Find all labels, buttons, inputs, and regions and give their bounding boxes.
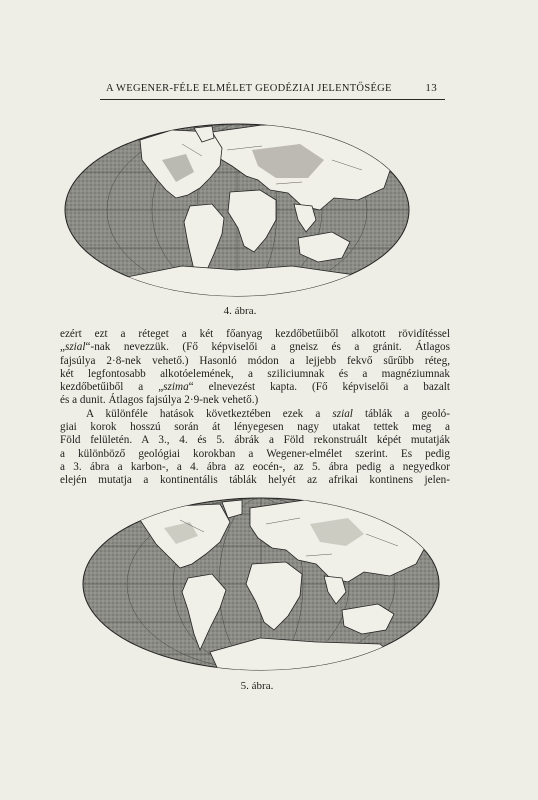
text-line: kezdőbetűiből a „szima“ elnevezést kapta. (Fő képviselői a bazalt	[60, 381, 450, 394]
body-text	[60, 328, 450, 488]
text-line: elején mutatja a kontinentális táblák helyét az afrikai kontinens jelen-	[60, 474, 450, 487]
figure-4-caption: 4. ábra.	[223, 305, 257, 317]
text-line: a különböző geológiai korokban a Wegener-elmélet szerint. Es pedig	[60, 447, 450, 460]
antarctica	[122, 266, 362, 300]
text-line: fajsúlya 2·8-nek vehető.) Hasonló módon a lejjebb fekvő sűrűbb réteg,	[60, 354, 450, 367]
text-line: Föld felületén. A 3., 4. és 5. ábrák a Föld rekonstruált képét mutatják	[60, 434, 450, 447]
text-line: „szial“-nak nevezzük. (Fő képviselői a gneisz és a gránit. Átlagos	[60, 341, 450, 354]
text-line: ezért ezt a réteget a két főanyag kezdőbetűiből alkotott rövidítéssel	[60, 328, 450, 340]
text-line: két legfontosabb alkotóelemének, a sziliciumnak és a magnéziumnak	[60, 367, 450, 380]
text-line: A különféle hatások következtében ezek a szial táblák a geoló-	[86, 407, 450, 420]
text-line: és a dunit. Átlagos fajsúlya 2·9-nek vehető.)	[60, 394, 259, 407]
running-header	[100, 81, 445, 100]
figure-4-map	[62, 120, 412, 300]
figure-5-caption: 5. ábra.	[240, 680, 274, 692]
figure-5-map	[80, 494, 442, 674]
page-number: 13	[425, 82, 437, 94]
header-title: A WEGENER-FÉLE ELMÉLET GEODÉZIAI JELENTŐSÉGE	[106, 83, 392, 94]
text-line: a 3. ábra a karbon-, a 4. ábra az eocén-, az 5. ábra pedig a negyedkor	[60, 460, 450, 473]
text-line: giai korok hosszú során át lényegesen nagy utakat tettek meg a	[60, 421, 450, 434]
